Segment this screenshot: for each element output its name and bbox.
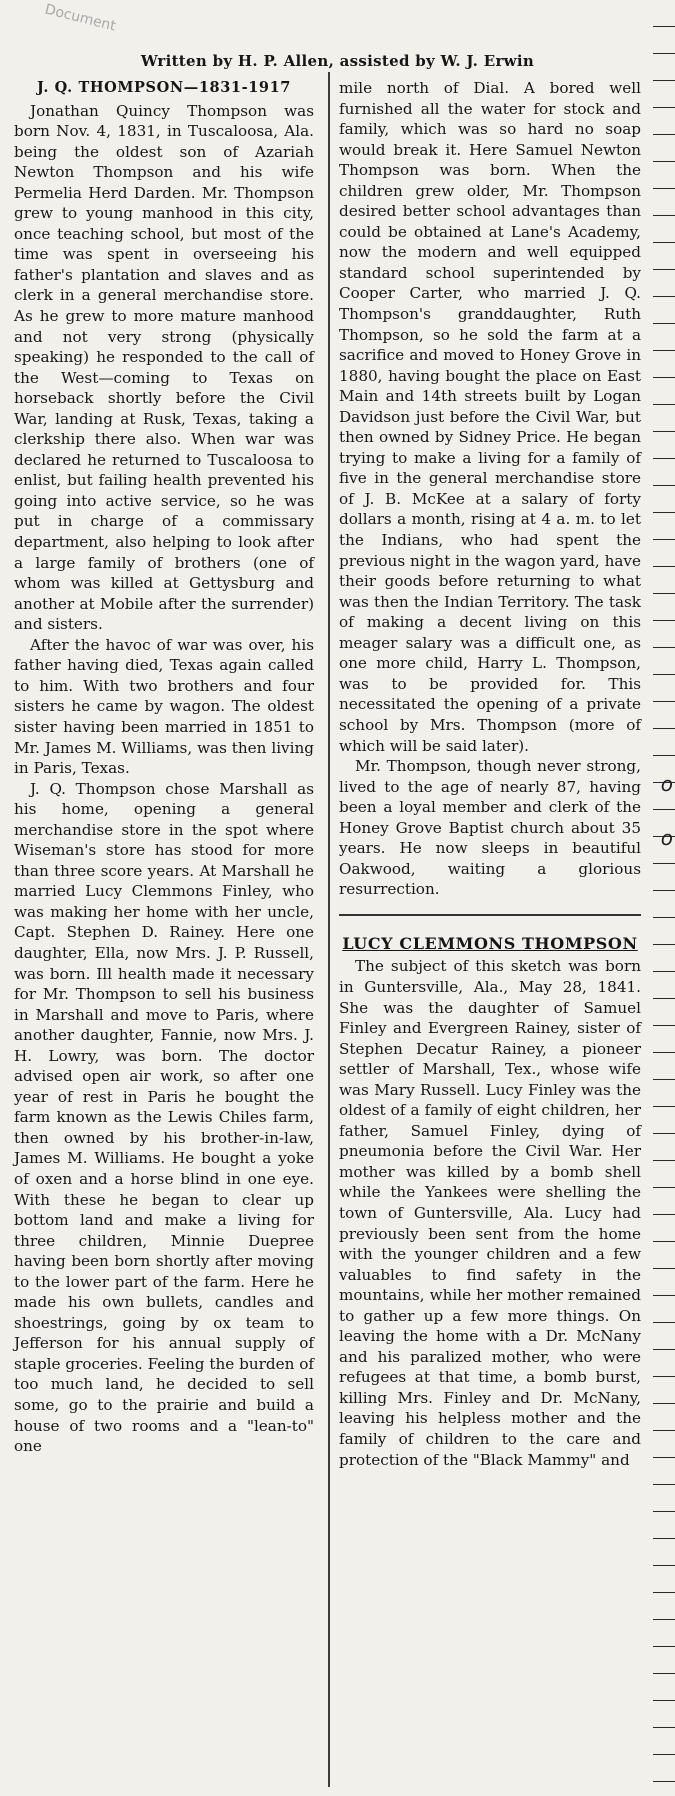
paragraph: After the havoc of war was over, his father having died, Texas again called to him. With two brothers and four sisters he came by wagon. The oldest sister having been married in 1851 to Mr. James M. Williams, was then living in Paris, Texas.: [14, 635, 314, 778]
left-column: [14, 78, 314, 1457]
article-heading-lucy: LUCY CLEMMONS THOMPSON: [342, 933, 638, 953]
paragraph: J. Q. Thompson chose Marshall as his home, opening a general merchandise store in the spot where Wiseman's store has stood for more than three score years. At Marshall he married Lucy Clemmons Finley, who was making her home with her uncle, Capt. Stephen D. Rainey. Here one daughter, Ella, now Mrs. J. P. Russell, was born. Ill health made it necessary for Mr. Thompson to sell his business in Marshall and move to Paris, where another daughter, Fannie, now Mrs. J. H. Lowry, was born. The doctor advised open air work, so after one year of rest in Paris he bought the farm known as the Lewis Chiles farm, then owned by his brother-in-law, James M. Williams. He bought a yoke of oxen and a horse blind in one eye. With these he began to clear up bottom land and make a living for three children, Minnie Duepree having been born shortly after moving to the lower part of the farm. Here he made his own bullets, candles and shoestrings, going by ox team to Jefferson for his annual supply of staple groceries. Feeling the burden of too much land, he decided to sell some, go to the prairie and build a house of two rooms and a "lean-to" one: [14, 779, 314, 1456]
right-column: [339, 78, 641, 1470]
article-heading-thompson: J. Q. THOMPSON—1831-1917: [37, 79, 291, 96]
edge-mark: o: [660, 826, 673, 850]
section-divider: [339, 914, 641, 916]
paragraph: Mr. Thompson, though never strong, lived to the age of nearly 87, having been a loyal member and clerk of the Honey Grove Baptist church about 35 years. He now sleeps in beautiful Oakwood, waiting a glorious resurrection.: [339, 757, 641, 899]
ledger-edge: [653, 0, 675, 1796]
paragraph: The subject of this sketch was born in Guntersville, Ala., May 28, 1841. She was the daughter of Samuel Finley and Evergreen Rainey, sister of Stephen Decatur Rainey, a pioneer settler of Marshall, Tex., whose wife was Mary Russell. Lucy Finley was the oldest of a family of eight children, her father, Samuel Finley, dying of pneumonia before the Civil War. Her mother was killed by a bomb shell while the Yankees were shelling the town of Guntersville, Ala. Lucy had previously been sent from the home with the younger children and a few valuables to find safety in the mountains, while her mother remained to gather up a few more things. On leaving the home with a Dr. McNany and his paralized mother, who were refugees at that time, a bomb burst, killing Mrs. Finley and Dr. McNany, leaving his helpless mother and the family of children to the care and protection of the "Black Mammy" and: [339, 957, 641, 1469]
paragraph: Jonathan Quincy Thompson was born Nov. 4, 1831, in Tuscaloosa, Ala. being the oldest son of Azariah Newton Thompson and his wife Permelia Herd Darden. Mr. Thompson grew to young manhood in this city, once teaching school, but most of the time was spent in overseeing his father's plantation and slaves and as clerk in a general merchandise store. As he grew to more mature manhood and not very strong (physically speaking) he responded to the call of the West—coming to Texas on horseback shortly before the Civil War, landing at Rusk, Texas, taking a clerkship there also. When war was declared he returned to Tuscaloosa to enlist, but failing health prevented his going into active service, so he was put in charge of a commissary department, also helping to look after a large family of brothers (one of whom was killed at Gettysburg and another at Mobile after the surrender) and sisters.: [14, 101, 314, 634]
handwritten-note: Document: [43, 1, 118, 35]
byline: Written by H. P. Allen, assisted by W. J. Erwin: [140, 52, 535, 70]
edge-mark: o: [660, 772, 673, 796]
column-rule: [328, 72, 330, 1787]
paragraph: mile north of Dial. A bored well furnished all the water for stock and family, which was so hard no soap would break it. Here Samuel Newton Thompson was born. When the children grew older, Mr. Thompson desired better school advantages than could be obtained at Lane's Academy, now the modern and well equipped standard school superintended by Cooper Carter, who married J. Q. Thompson's granddaughter, Ruth Thompson, so he sold the farm at a sacrifice and moved to Honey Grove in 1880, having bought the place on East Main and 14th streets built by Logan Davidson just before the Civil War, but then owned by Sidney Price. He began trying to make a living for a family of five in the general merchandise store of J. B. McKee at a salary of forty dollars a month, rising at 4 a. m. to let the Indians, who had spent the previous night in the wagon yard, have their goods before returning to what was then the Indian Territory. The task of making a decent living on this meager salary was a difficult one, as one more child, Harry L. Thompson, was to be provided for. This necessitated the opening of a private school by Mrs. Thompson (more of which will be said later).: [339, 79, 641, 755]
